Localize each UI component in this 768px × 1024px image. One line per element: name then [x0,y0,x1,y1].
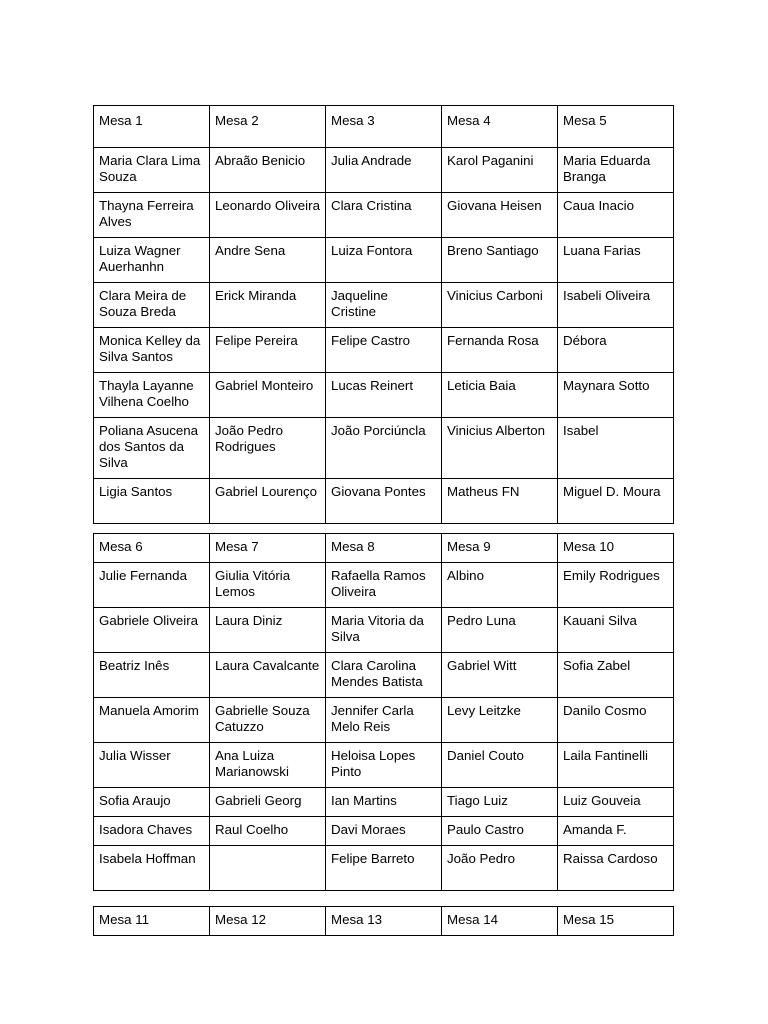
table-cell: Andre Sena [210,238,326,283]
table-cell: Erick Miranda [210,283,326,328]
table-cell: Gabrieli Georg [210,788,326,817]
header-cell: Mesa 4 [442,106,558,148]
header-cell: Mesa 8 [326,534,442,563]
table-cell: Maria Clara Lima Souza [94,148,210,193]
header-cell: Mesa 5 [558,106,674,148]
table-cell: Sofia Zabel [558,653,674,698]
table-cell: João Pedro Rodrigues [210,418,326,479]
table-cell: Poliana Asucena dos Santos da Silva [94,418,210,479]
table-cell: Raul Coelho [210,817,326,846]
header-cell: Mesa 11 [94,907,210,936]
table-cell: Levy Leitzke [442,698,558,743]
table-cell: Isabeli Oliveira [558,283,674,328]
table-cell: Karol Paganini [442,148,558,193]
header-cell: Mesa 6 [94,534,210,563]
table-cell: Julie Fernanda [94,563,210,608]
table-cell: Gabrielle Souza Catuzzo [210,698,326,743]
table-row [94,653,674,698]
table-cell: Débora [558,328,674,373]
table-cell: Laura Cavalcante [210,653,326,698]
table-cell: Abraão Benicio [210,148,326,193]
table-cell: Jaqueline Cristine [326,283,442,328]
table-cell: Ian Martins [326,788,442,817]
table-body [94,907,674,936]
table-cell: Vinicius Carboni [442,283,558,328]
table-row [94,563,674,608]
header-cell: Mesa 12 [210,907,326,936]
table-row [94,608,674,653]
table-cell: Jennifer Carla Melo Reis [326,698,442,743]
table-row [94,846,674,891]
table-cell: Ligia Santos [94,479,210,524]
table-cell: Giulia Vitória Lemos [210,563,326,608]
table-cell: Isabela Hoffman [94,846,210,891]
table-cell: Laila Fantinelli [558,743,674,788]
table-cell: Heloisa Lopes Pinto [326,743,442,788]
table-row [94,373,674,418]
table-cell: Luiza Wagner Auerhanhn [94,238,210,283]
table-cell: Monica Kelley da Silva Santos [94,328,210,373]
table-cell: Julia Wisser [94,743,210,788]
table-row [94,193,674,238]
table-row [94,148,674,193]
table-cell: Rafaella Ramos Oliveira [326,563,442,608]
header-cell: Mesa 7 [210,534,326,563]
table-cell: Maynara Sotto [558,373,674,418]
table-row [94,418,674,479]
table-cell: Kauani Silva [558,608,674,653]
table-cell: Felipe Barreto [326,846,442,891]
table-cell: Breno Santiago [442,238,558,283]
table-cell: Thayna Ferreira Alves [94,193,210,238]
table-cell: Gabriel Witt [442,653,558,698]
seating-table-3 [93,906,674,936]
table-cell: Luiza Fontora [326,238,442,283]
table-cell: Ana Luiza Marianowski [210,743,326,788]
table-cell: Felipe Castro [326,328,442,373]
table-cell: Beatriz Inês [94,653,210,698]
table-cell: Davi Moraes [326,817,442,846]
table-cell: Lucas Reinert [326,373,442,418]
table-cell: Felipe Pereira [210,328,326,373]
header-cell: Mesa 10 [558,534,674,563]
table-cell: Clara Carolina Mendes Batista [326,653,442,698]
table-cell: Amanda F. [558,817,674,846]
header-cell: Mesa 3 [326,106,442,148]
table-header-row [94,534,674,563]
table-body [94,534,674,891]
table-cell: Paulo Castro [442,817,558,846]
header-cell: Mesa 2 [210,106,326,148]
table-cell: Laura Diniz [210,608,326,653]
table-row [94,743,674,788]
table-cell: Danilo Cosmo [558,698,674,743]
header-cell: Mesa 14 [442,907,558,936]
seating-table-1 [93,105,674,524]
header-cell: Mesa 15 [558,907,674,936]
table-header-row [94,907,674,936]
table-cell: Isabel [558,418,674,479]
table-cell: Daniel Couto [442,743,558,788]
table-cell: Albino [442,563,558,608]
table-cell: Pedro Luna [442,608,558,653]
table-row [94,328,674,373]
table-cell: Julia Andrade [326,148,442,193]
header-cell: Mesa 13 [326,907,442,936]
table-body [94,106,674,524]
table-cell: Giovana Heisen [442,193,558,238]
table-cell: Gabriel Lourenço [210,479,326,524]
table-cell: João Pedro [442,846,558,891]
table-row [94,479,674,524]
table-cell: Luana Farias [558,238,674,283]
table-cell: Maria Eduarda Branga [558,148,674,193]
table-cell: Matheus FN [442,479,558,524]
table-cell: Maria Vitoria da Silva [326,608,442,653]
table-cell [210,846,326,891]
table-cell: Clara Meira de Souza Breda [94,283,210,328]
table-cell: Leonardo Oliveira [210,193,326,238]
table-row [94,238,674,283]
table-cell: Manuela Amorim [94,698,210,743]
table-cell: Leticia Baia [442,373,558,418]
table-cell: Sofia Araujo [94,788,210,817]
table-cell: Tiago Luiz [442,788,558,817]
table-row [94,817,674,846]
table-header-row [94,106,674,148]
table-cell: Isadora Chaves [94,817,210,846]
table-cell: Fernanda Rosa [442,328,558,373]
table-cell: Emily Rodrigues [558,563,674,608]
table-cell: Vinicius Alberton [442,418,558,479]
table-cell: Clara Cristina [326,193,442,238]
table-cell: Miguel D. Moura [558,479,674,524]
table-cell: Caua Inacio [558,193,674,238]
table-cell: João Porciúncla [326,418,442,479]
table-row [94,283,674,328]
seating-table-2 [93,533,674,891]
table-cell: Gabriele Oliveira [94,608,210,653]
table-row [94,788,674,817]
table-cell: Luiz Gouveia [558,788,674,817]
table-cell: Gabriel Monteiro [210,373,326,418]
table-cell: Giovana Pontes [326,479,442,524]
table-row [94,698,674,743]
header-cell: Mesa 1 [94,106,210,148]
table-cell: Thayla Layanne Vilhena Coelho [94,373,210,418]
table-cell: Raissa Cardoso [558,846,674,891]
header-cell: Mesa 9 [442,534,558,563]
